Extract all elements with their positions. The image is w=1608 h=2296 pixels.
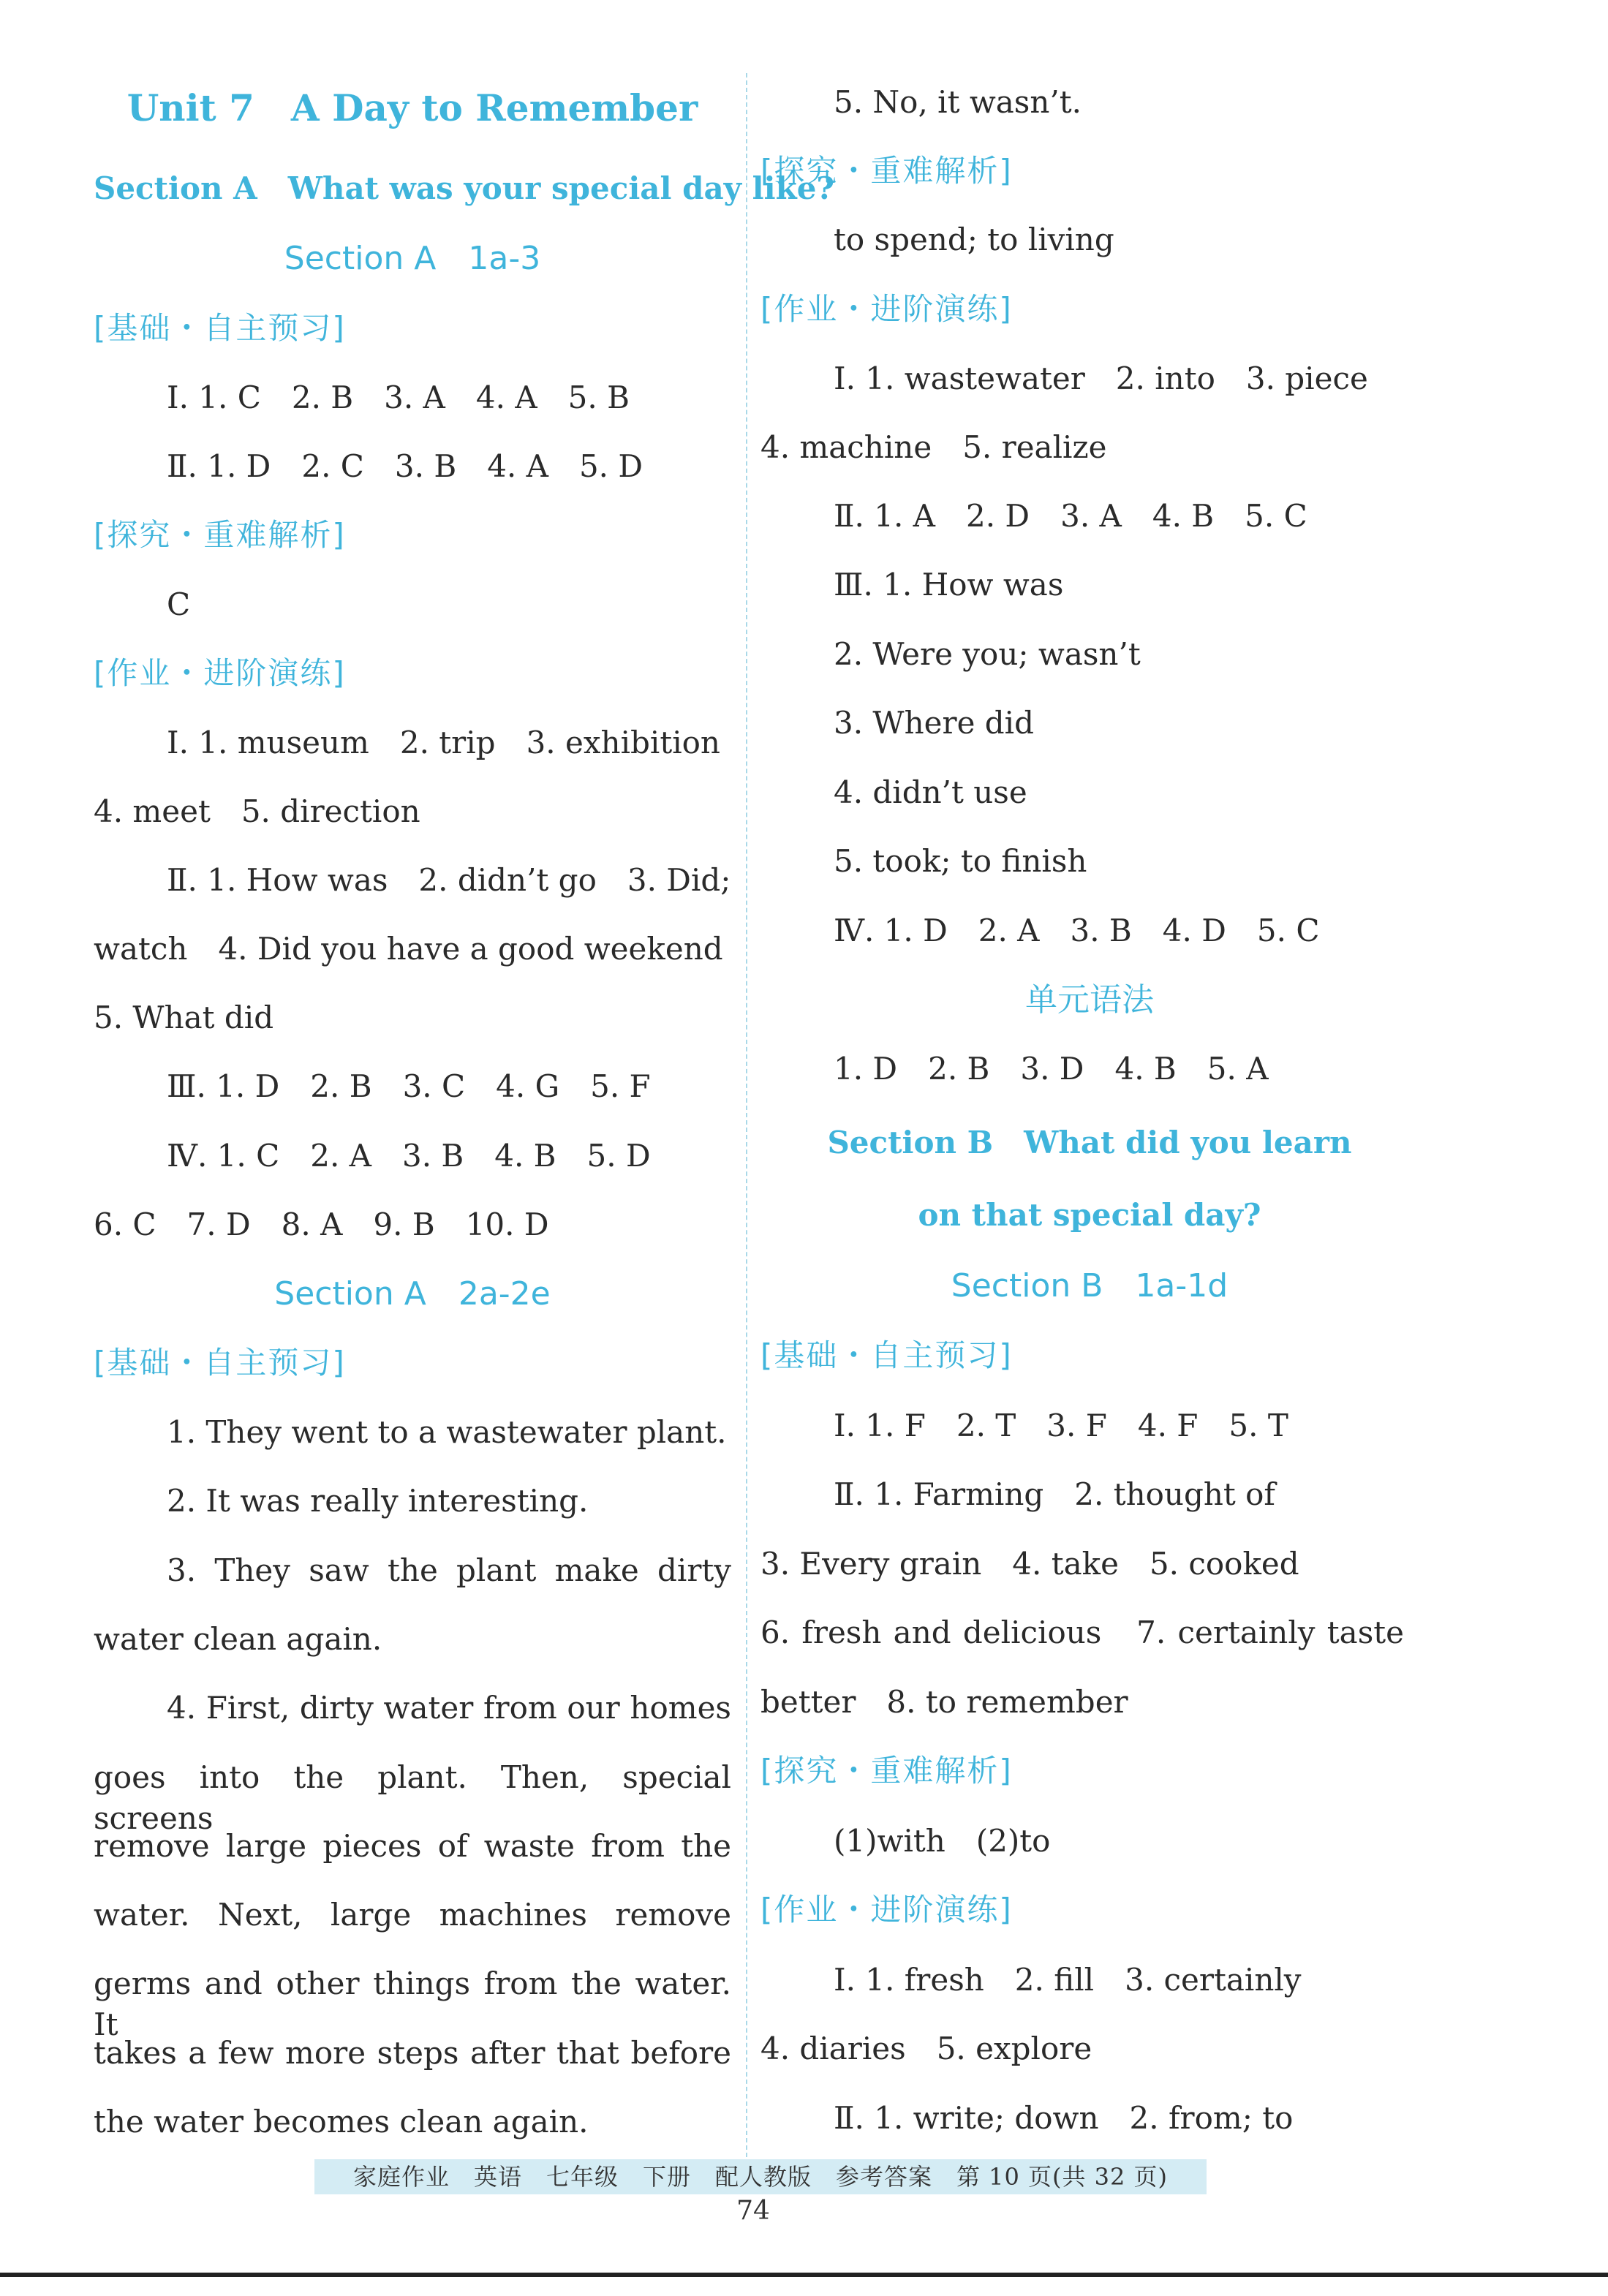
subsection-heading: Section A 2a-2e bbox=[274, 1275, 551, 1313]
subsection-heading: Section B 1a-1d bbox=[951, 1267, 1228, 1304]
answer-line: watch 4. Did you have a good weekend bbox=[94, 931, 723, 967]
answer-line: Ⅰ. 1. fresh 2. fill 3. certainly bbox=[834, 1962, 1302, 1998]
answer-line: to spend; to living bbox=[834, 222, 1114, 257]
answer-line: Ⅱ. 1. D 2. C 3. B 4. A 5. D bbox=[167, 448, 643, 484]
answer-line: Ⅳ. 1. D 2. A 3. B 4. D 5. C bbox=[834, 913, 1320, 948]
answer-line: C bbox=[167, 586, 191, 622]
tag-heading: [探究・重难解析] bbox=[760, 1753, 1013, 1789]
answer-line: germs and other things from the water. It bbox=[94, 1965, 731, 2042]
section-title-continued: on that special day? bbox=[918, 1197, 1261, 1233]
tag-heading: [作业・进阶演练] bbox=[94, 655, 346, 691]
answer-line: 4. diaries 5. explore bbox=[760, 2031, 1092, 2066]
answer-line: better 8. to remember bbox=[760, 1684, 1128, 1720]
answer-line: Ⅳ. 1. C 2. A 3. B 4. B 5. D bbox=[167, 1138, 651, 1174]
answer-line: Ⅰ. 1. F 2. T 3. F 4. F 5. T bbox=[834, 1408, 1288, 1443]
answer-line: 5. What did bbox=[94, 1000, 274, 1035]
answer-line: Ⅱ. 1. write; down 2. from; to bbox=[834, 2100, 1294, 2136]
answer-line: 5. No, it wasn’t. bbox=[834, 84, 1082, 120]
subsection-heading: Section A 1a-3 bbox=[284, 240, 541, 277]
answer-line: 4. meet 5. direction bbox=[94, 793, 420, 829]
answer-line: Ⅰ. 1. C 2. B 3. A 4. A 5. B bbox=[167, 379, 630, 415]
unit-title: Unit 7 A Day to Remember bbox=[127, 86, 698, 129]
section-title: Section B What did you learn bbox=[827, 1125, 1352, 1160]
answer-line: the water becomes clean again. bbox=[94, 2104, 589, 2140]
answer-line: 3. Where did bbox=[834, 705, 1034, 741]
answer-line: 2. It was really interesting. bbox=[167, 1483, 589, 1519]
tag-heading: [基础・自主预习] bbox=[94, 1345, 346, 1381]
footer-banner: 家庭作业 英语 七年级 下册 配人教版 参考答案 第 10 页(共 32 页) bbox=[314, 2159, 1207, 2194]
tag-heading: [作业・进阶演练] bbox=[760, 291, 1013, 327]
answer-line: 6. C 7. D 8. A 9. B 10. D bbox=[94, 1206, 549, 1242]
bottom-rule bbox=[0, 2273, 1608, 2277]
answer-line: takes a few more steps after that before bbox=[94, 2035, 731, 2071]
section-title: Section A What was your special day like? bbox=[94, 170, 835, 206]
answer-line: 2. Were you; wasn’t bbox=[834, 636, 1141, 672]
answer-line: 5. took; to finish bbox=[834, 843, 1087, 879]
tag-heading: [探究・重难解析] bbox=[94, 517, 346, 553]
answer-line: Ⅲ. 1. D 2. B 3. C 4. G 5. F bbox=[167, 1068, 651, 1104]
answer-line: Ⅱ. 1. Farming 2. thought of bbox=[834, 1476, 1275, 1512]
answer-line: remove large pieces of waste from the bbox=[94, 1828, 731, 1864]
answer-line: 4. machine 5. realize bbox=[760, 429, 1107, 465]
left-column bbox=[94, 0, 835, 2142]
answer-line: 1. D 2. B 3. D 4. B 5. A bbox=[834, 1051, 1269, 1087]
answer-line: 1. They went to a wastewater plant. bbox=[167, 1414, 727, 1450]
answer-line: 4. First, dirty water from our homes bbox=[167, 1690, 731, 1726]
right-column bbox=[760, 0, 1419, 2142]
tag-heading: [作业・进阶演练] bbox=[760, 1892, 1013, 1927]
page-number: 74 bbox=[736, 2196, 770, 2226]
answer-line: Ⅲ. 1. How was bbox=[834, 567, 1064, 603]
answer-line: 4. didn’t use bbox=[834, 774, 1027, 810]
answer-line: (1)with (2)to bbox=[834, 1823, 1051, 1859]
answer-line: goes into the plant. Then, special screens bbox=[94, 1759, 731, 1836]
answer-line: 3. They saw the plant make dirty bbox=[167, 1552, 731, 1588]
answer-line: water clean again. bbox=[94, 1621, 382, 1657]
answer-line: Ⅰ. 1. wastewater 2. into 3. piece bbox=[834, 360, 1368, 396]
answer-line: Ⅱ. 1. A 2. D 3. A 4. B 5. C bbox=[834, 498, 1307, 534]
answer-line: Ⅰ. 1. museum 2. trip 3. exhibition bbox=[167, 725, 720, 760]
answer-line: water. Next, large machines remove bbox=[94, 1897, 731, 1933]
answer-line: 6. fresh and delicious 7. certainly taste bbox=[760, 1615, 1404, 1650]
tag-heading: [探究・重难解析] bbox=[760, 153, 1013, 189]
tag-heading: [基础・自主预习] bbox=[760, 1337, 1013, 1373]
answer-line: 3. Every grain 4. take 5. cooked bbox=[760, 1546, 1299, 1582]
grammar-heading: 单元语法 bbox=[1025, 981, 1154, 1019]
answer-line: Ⅱ. 1. How was 2. didn’t go 3. Did; bbox=[167, 862, 731, 898]
column-divider bbox=[746, 73, 747, 2164]
tag-heading: [基础・自主预习] bbox=[94, 310, 346, 346]
